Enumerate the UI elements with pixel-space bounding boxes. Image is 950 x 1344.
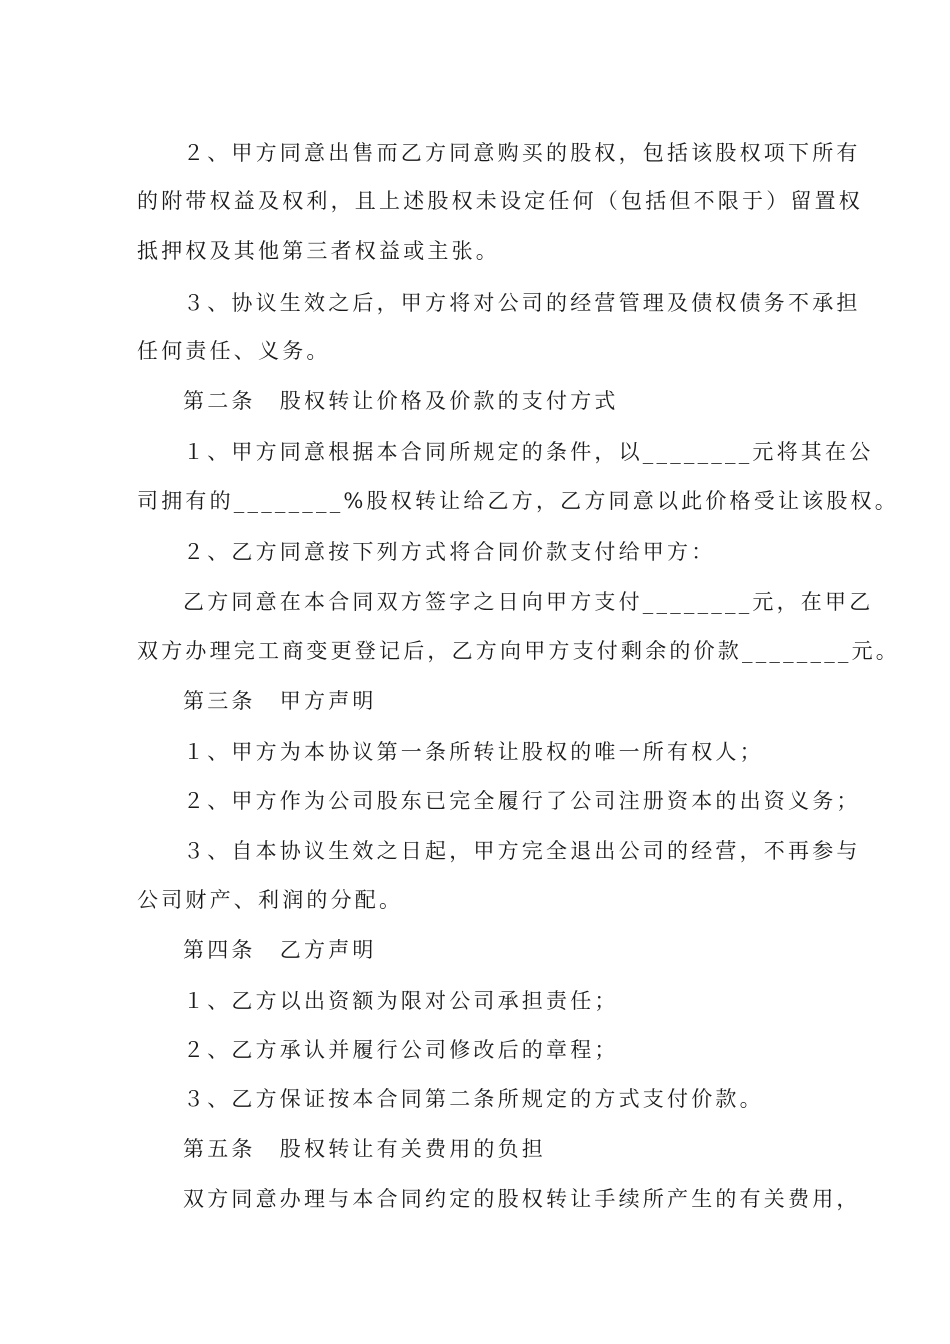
- article-3-item-3-line-2: 公司财产、利润的分配。: [137, 888, 404, 912]
- clause-2-line-3: 抵押权及其他第三者权益或主张。: [137, 239, 500, 263]
- article-3-heading: 第三条 甲方声明: [183, 689, 377, 713]
- article-2-item-1-line-1: １、甲方同意根据本合同所规定的条件，以________元将其在公: [183, 440, 874, 464]
- clause-2-line-1: ２、甲方同意出售而乙方同意购买的股权，包括该股权项下所有: [183, 141, 861, 165]
- article-2-item-1-line-2: 司拥有的________%股权转让给乙方，乙方同意以此价格受让该股权。: [137, 489, 899, 513]
- clause-3-line-2: 任何责任、义务。: [137, 339, 331, 363]
- article-5-line-1: 双方同意办理与本合同约定的股权转让手续所产生的有关费用，: [183, 1187, 861, 1211]
- clause-3-line-1: ３、协议生效之后，甲方将对公司的经营管理及债权债务不承担: [183, 291, 861, 315]
- article-4-item-3: ３、乙方保证按本合同第二条所规定的方式支付价款。: [183, 1087, 764, 1111]
- payment-line-2: 双方办理完工商变更登记后，乙方向甲方支付剩余的价款________元。: [137, 639, 900, 663]
- article-4-item-2: ２、乙方承认并履行公司修改后的章程；: [183, 1038, 619, 1062]
- article-4-heading: 第四条 乙方声明: [183, 938, 377, 962]
- payment-line-1: 乙方同意在本合同双方签字之日向甲方支付________元，在甲乙: [183, 590, 874, 614]
- article-5-heading: 第五条 股权转让有关费用的负担: [183, 1137, 546, 1161]
- article-3-item-2: ２、甲方作为公司股东已完全履行了公司注册资本的出资义务；: [183, 789, 861, 813]
- article-3-item-3-line-1: ３、自本协议生效之日起，甲方完全退出公司的经营，不再参与: [183, 839, 861, 863]
- article-3-item-1: １、甲方为本协议第一条所转让股权的唯一所有权人；: [183, 740, 764, 764]
- article-2-item-2: ２、乙方同意按下列方式将合同价款支付给甲方：: [183, 540, 716, 564]
- clause-2-line-2: 的附带权益及权利，且上述股权未设定任何（包括但不限于）留置权: [137, 189, 863, 213]
- article-4-item-1: １、乙方以出资额为限对公司承担责任；: [183, 989, 619, 1013]
- article-2-heading: 第二条 股权转让价格及价款的支付方式: [183, 389, 619, 413]
